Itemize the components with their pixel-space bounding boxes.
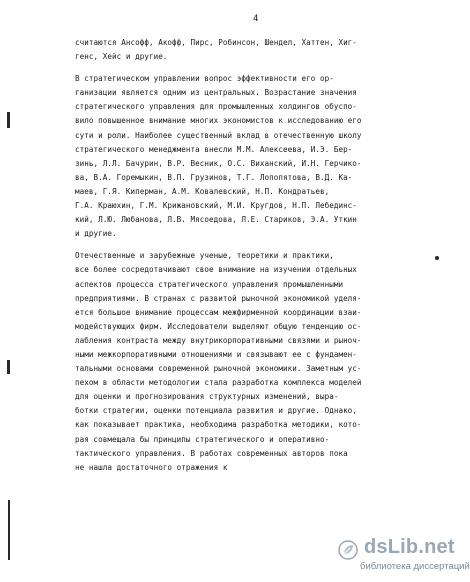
text-line: аспектов процесса стратегического управления промышленными <box>75 279 344 289</box>
text-line: ганизации является одним из центральных. Возрастание значения <box>75 88 357 98</box>
text-line: лабления контраста между внутрикорпоративными связями и рыноч- <box>75 335 362 345</box>
margin-mark <box>435 256 439 260</box>
text-line: кий, Л.Ю. Любанова, Л.В. Мясоедова, Л.Е. Стариков, Э.А. Уткин <box>75 215 357 225</box>
text-line: вило повышенное внимание многих экономистов к исследованию его <box>75 116 362 126</box>
text-line: тактического управления. В работах современных авторов пока <box>75 448 348 458</box>
text-line: предприятиями. В странах с развитой рыночной экономикой уделя- <box>75 293 362 303</box>
text-line: ется большое внимание процессам межфирменной координации взаи- <box>75 307 362 317</box>
text-line: Отечественные и зарубежные ученые, теоретики и практики, <box>75 251 334 261</box>
text-line: зинь, Л.Л. Бачурин, В.Р. Весник, О.С. Виханский, И.Н. Герчико- <box>75 158 362 168</box>
page-number: 4 <box>253 14 259 24</box>
text-line: маев, Г.Я. Киперман, А.М. Ковалевский, Н.П. Кондратьев, <box>75 186 330 196</box>
text-line: все более сосредотачивают свое внимание на изучении отдельных <box>75 265 357 275</box>
text-line: считаются Ансофф, Акофф, Пирс, Робинсон, Шендел, Хаттен, Хиг- <box>75 38 357 47</box>
text-line: сути и роли. Наиболее существенный вклад в отечественную школу <box>75 130 362 140</box>
text-line: генс, Хейс и другие. <box>75 52 168 62</box>
watermark <box>338 536 470 576</box>
text-line: и другие. <box>75 229 117 239</box>
text-line: тальными основами современной рыночной экономики. Заметным ус- <box>75 364 362 374</box>
text-line: для оценки и прогнозирования структурных изменений, выра- <box>75 392 339 402</box>
body-text <box>75 36 415 475</box>
text-line: ботки стратегии, оценки потенциала развития и другие. Однако, <box>75 406 357 416</box>
paragraph-gap <box>75 241 415 249</box>
watermark-subtitle: библиотека диссертаций <box>360 561 470 572</box>
text-line: пехом в области методологии стала разработка комплекса моделей <box>75 378 362 388</box>
margin-mark <box>7 360 10 374</box>
paragraph-gap <box>75 64 415 72</box>
watermark-title: dsLib.net <box>364 536 455 558</box>
margin-mark <box>7 112 10 128</box>
text-line: рая совмещала бы принципы стратегического и оперативно- <box>75 434 330 444</box>
text-line: стратегического управления для промышленных холдингов обуспо- <box>75 102 357 112</box>
text-line: Г.А. Краюхин, Г.М. Крижановский, М.И. Кругдов, Н.П. Лебединс- <box>75 201 357 211</box>
text-line: как показывает практика, необходима разработка методики, кото- <box>75 420 362 430</box>
text-line: модействующих фирм. Исследователи выделяют общую тенденцию ос- <box>75 321 362 331</box>
text-line: стратегического менеджмента внесли М.М. Алексеева, И.Э. Бер- <box>75 144 353 154</box>
text-line: ными межкорпоративными отношениями и связывают ее с фундамен- <box>75 349 357 359</box>
margin-mark <box>8 500 10 560</box>
text-line: В стратегическом управлении вопрос эффективности его ор- <box>75 74 334 84</box>
text-line: не нашла достаточного отражения к <box>75 462 228 472</box>
leaf-logo-icon <box>338 540 358 560</box>
text-line: ва, В.А. Горемыкин, В.П. Грузинов, Т.Г. Лопопятова, В.Д. Ка- <box>75 172 353 182</box>
